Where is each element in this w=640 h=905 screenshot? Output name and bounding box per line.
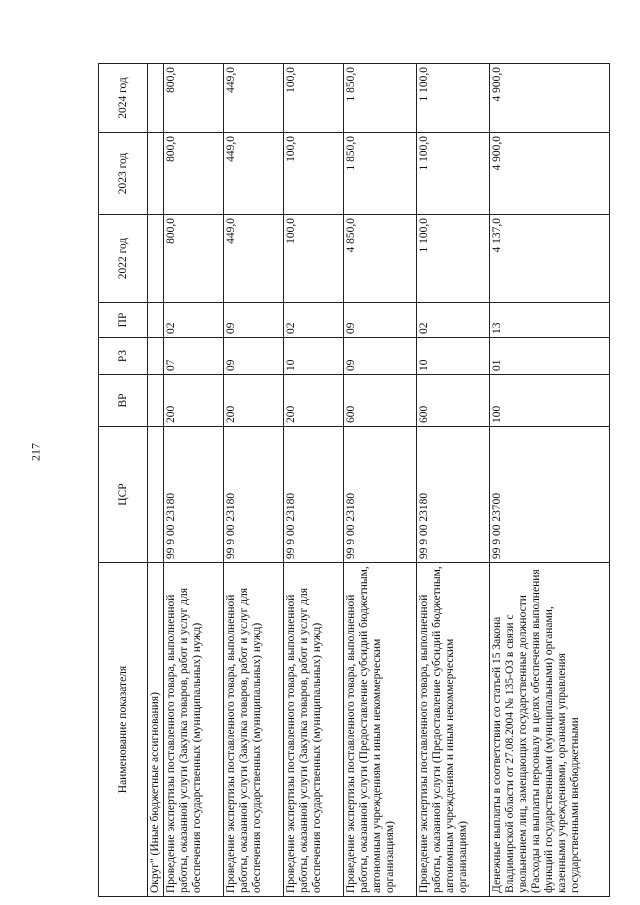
row-2024: 4 900,0 — [490, 64, 610, 133]
row-rz: 07 — [164, 338, 224, 375]
row-rz: 09 — [224, 338, 284, 375]
row-2023: 449,0 — [224, 133, 284, 215]
row-2024: 100,0 — [284, 64, 344, 133]
row-2023: 1 850,0 — [344, 133, 417, 215]
row-vr: 200 — [224, 375, 284, 427]
row-2023: 100,0 — [284, 133, 344, 215]
table-row — [490, 64, 610, 897]
rotated-page-area — [98, 64, 581, 897]
row-vr: 600 — [417, 375, 490, 427]
row-rz: 10 — [417, 338, 490, 375]
row-pr: 09 — [224, 303, 284, 338]
header-csr: ЦСР — [99, 427, 148, 563]
row-2024: 1 850,0 — [344, 64, 417, 133]
row-csr: 99 9 00 23700 — [490, 427, 610, 563]
rotated-table-container — [98, 64, 581, 897]
header-pr: ПР — [99, 303, 148, 338]
row-name: Проведение экспертизы поставленного товара, выполненной работы, оказанной услуги (Предоставление субсидий бюджетным, автономным учреждениям и иным некоммерческим организациям) — [417, 563, 490, 897]
row-2022: 800,0 — [164, 215, 224, 303]
header-rz: РЗ — [99, 338, 148, 375]
row-2022: 4 850,0 — [344, 215, 417, 303]
row-2023: 4 900,0 — [490, 133, 610, 215]
header-vr: ВР — [99, 375, 148, 427]
group-label: Округ" (Иные бюджетные ассигнования) — [148, 563, 164, 897]
header-name: Наименование показателя — [99, 563, 148, 897]
row-pr: 13 — [490, 303, 610, 338]
budget-table — [98, 63, 610, 897]
row-2024: 800,0 — [164, 64, 224, 133]
row-rz: 01 — [490, 338, 610, 375]
table-row — [164, 64, 224, 897]
row-csr: 99 9 00 23180 — [417, 427, 490, 563]
row-name: Проведение экспертизы поставленного товара, выполненной работы, оказанной услуги (Закупка товаров, работ и услуг для обеспечения государственных (муниципальных) нужд) — [224, 563, 284, 897]
header-2023: 2023 год — [99, 133, 148, 215]
row-csr: 99 9 00 23180 — [164, 427, 224, 563]
header-2022: 2022 год — [99, 215, 148, 303]
row-name: Проведение экспертизы поставленного товара, выполненной работы, оказанной услуги (Закупка товаров, работ и услуг для обеспечения государственных (муниципальных) нужд) — [284, 563, 344, 897]
row-rz: 10 — [284, 338, 344, 375]
row-vr: 600 — [344, 375, 417, 427]
page-number: 217 — [28, 443, 43, 461]
row-rz: 09 — [344, 338, 417, 375]
row-pr: 09 — [344, 303, 417, 338]
table-row — [417, 64, 490, 897]
header-row — [99, 64, 148, 897]
row-pr: 02 — [284, 303, 344, 338]
row-2024: 1 100,0 — [417, 64, 490, 133]
row-csr: 99 9 00 23180 — [284, 427, 344, 563]
header-2024: 2024 год — [99, 64, 148, 133]
row-2022: 4 137,0 — [490, 215, 610, 303]
row-csr: 99 9 00 23180 — [344, 427, 417, 563]
table-row — [224, 64, 284, 897]
row-2024: 449,0 — [224, 64, 284, 133]
row-pr: 02 — [417, 303, 490, 338]
row-2023: 800,0 — [164, 133, 224, 215]
table-row — [344, 64, 417, 897]
row-pr: 02 — [164, 303, 224, 338]
row-2023: 1 100,0 — [417, 133, 490, 215]
row-vr: 200 — [164, 375, 224, 427]
row-2022: 1 100,0 — [417, 215, 490, 303]
row-vr: 100 — [490, 375, 610, 427]
row-name: Денежные выплаты в соответствии со статьей 15 Закона Владимирской области от 27.08.2004 № 135-ОЗ в связи с увольнением лиц, замещающих государственные должности (Расходы на выплаты персоналу в целях обеспечения выполнения функций государственными (муниципальными) органами, казенными учреждениями, органами управления государственными внебюджетными — [490, 563, 610, 897]
row-vr: 200 — [284, 375, 344, 427]
row-2022: 449,0 — [224, 215, 284, 303]
row-name: Проведение экспертизы поставленного товара, выполненной работы, оказанной услуги (Предоставление субсидий бюджетным, автономным учреждениям и иным некоммерческим организациям) — [344, 563, 417, 897]
group-row — [148, 64, 164, 897]
table-row — [284, 64, 344, 897]
row-name: Проведение экспертизы поставленного товара, выполненной работы, оказанной услуги (Закупка товаров, работ и услуг для обеспечения государственных (муниципальных) нужд) — [164, 563, 224, 897]
row-2022: 100,0 — [284, 215, 344, 303]
row-csr: 99 9 00 23180 — [224, 427, 284, 563]
